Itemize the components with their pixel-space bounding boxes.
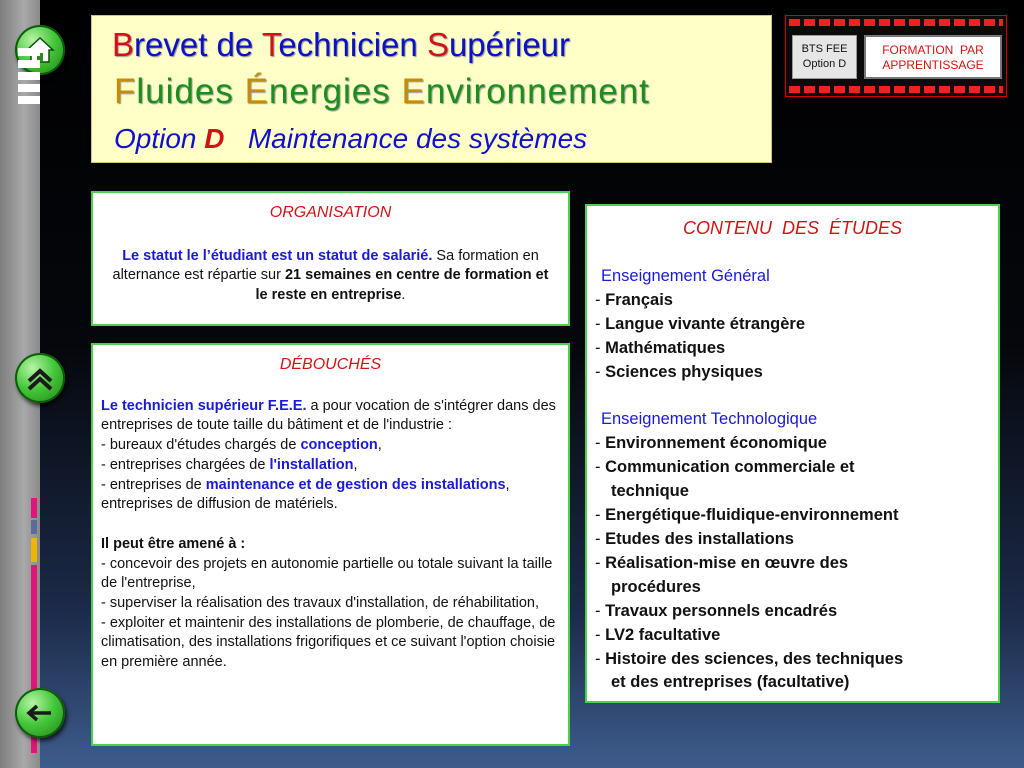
formation-line-1: FORMATION PAR xyxy=(882,43,984,57)
tech-item: - Etudes des installations xyxy=(595,529,794,548)
decor-stripe-blue xyxy=(31,520,37,534)
bts-line-1: BTS FEE xyxy=(801,43,848,55)
tech-item: - Communication commerciale et xyxy=(595,458,855,477)
tech-section-title: Enseignement Technologique xyxy=(601,410,818,429)
arrow-left-icon xyxy=(23,696,57,730)
decor-stripe-yellow xyxy=(31,538,37,562)
badge-border-top xyxy=(789,19,1003,26)
back-button[interactable] xyxy=(15,688,65,738)
debouches-title: DÉBOUCHÉS xyxy=(279,356,382,373)
debouches-intro: Le technicien supérieur F.E.E. a pour vocation de s'intégrer dans des entreprises de toute taille du bâtiment et de l'industrie : xyxy=(101,397,556,434)
up-button[interactable] xyxy=(15,353,65,403)
debouches-subtitle: Il peut être amené à : xyxy=(101,535,246,552)
contenu-title: CONTENU DES ÉTUDES xyxy=(682,218,903,238)
tech-item: - Réalisation-mise en œuvre des xyxy=(595,553,849,572)
organisation-panel xyxy=(91,191,570,326)
debouches-item: - entreprises de maintenance et de gestion des installations, entreprises de diffusion de matériels. xyxy=(101,476,510,513)
general-item: - Sciences physiques xyxy=(595,362,763,381)
debouches-panel xyxy=(91,343,570,746)
bts-badge xyxy=(785,15,1007,97)
formation-label xyxy=(864,35,1002,79)
bts-line-2: Option D xyxy=(802,58,847,70)
general-section-title: Enseignement Général xyxy=(601,266,770,285)
title-box xyxy=(91,15,772,163)
tech-item: - Energétique-fluidique-environnement xyxy=(595,506,899,525)
tech-item: - LV2 facultative xyxy=(595,625,721,644)
decor-stripe-pink xyxy=(31,498,37,518)
tech-item-continuation: et des entreprises (facultative) xyxy=(611,673,850,692)
title-line-2: Fluides Énergies Environnement xyxy=(114,72,650,111)
general-item: - Langue vivante étrangère xyxy=(595,314,805,333)
debouches-task: - concevoir des projets en autonomie partielle ou totale suivant la taille de l'entreprise, xyxy=(101,555,553,592)
contenu-panel xyxy=(585,204,1000,703)
tech-item: - Travaux personnels encadrés xyxy=(595,601,838,620)
bts-label xyxy=(792,35,857,79)
organisation-title: ORGANISATION xyxy=(269,204,392,221)
title-line-3: Option D Maintenance des systèmes xyxy=(114,123,588,154)
decor-bars-top xyxy=(18,48,40,108)
tech-item-continuation: procédures xyxy=(611,577,701,596)
debouches-item: - entreprises chargées de l'installation, xyxy=(101,456,358,473)
debouches-task: - superviser la réalisation des travaux d'installation, de réhabilitation, xyxy=(101,595,540,612)
tech-item: - Environnement économique xyxy=(595,434,827,453)
general-item: - Français xyxy=(595,290,673,309)
tech-item: - Histoire des sciences, des techniques xyxy=(595,649,904,668)
debouches-item: - bureaux d'études chargés de conception, xyxy=(101,437,382,454)
general-item: - Mathématiques xyxy=(595,338,726,357)
debouches-task: - exploiter et maintenir des installations de plomberie, de chauffage, de climatisation, des installations frigorifiques et ce suivant l'option choisie en première année. xyxy=(101,614,556,671)
double-chevron-up-icon xyxy=(23,361,57,395)
title-line-1: Brevet de Technicien Supérieur xyxy=(112,26,571,63)
tech-item-continuation: technique xyxy=(611,482,689,501)
formation-line-2: APPRENTISSAGE xyxy=(882,58,984,72)
organisation-text: Le statut le l’étudiant est un statut de salarié. Sa formation en alternance est répartie sur 21 semaines en centre de formation et le reste en entreprise. xyxy=(112,247,549,304)
badge-border-bottom xyxy=(789,86,1003,93)
